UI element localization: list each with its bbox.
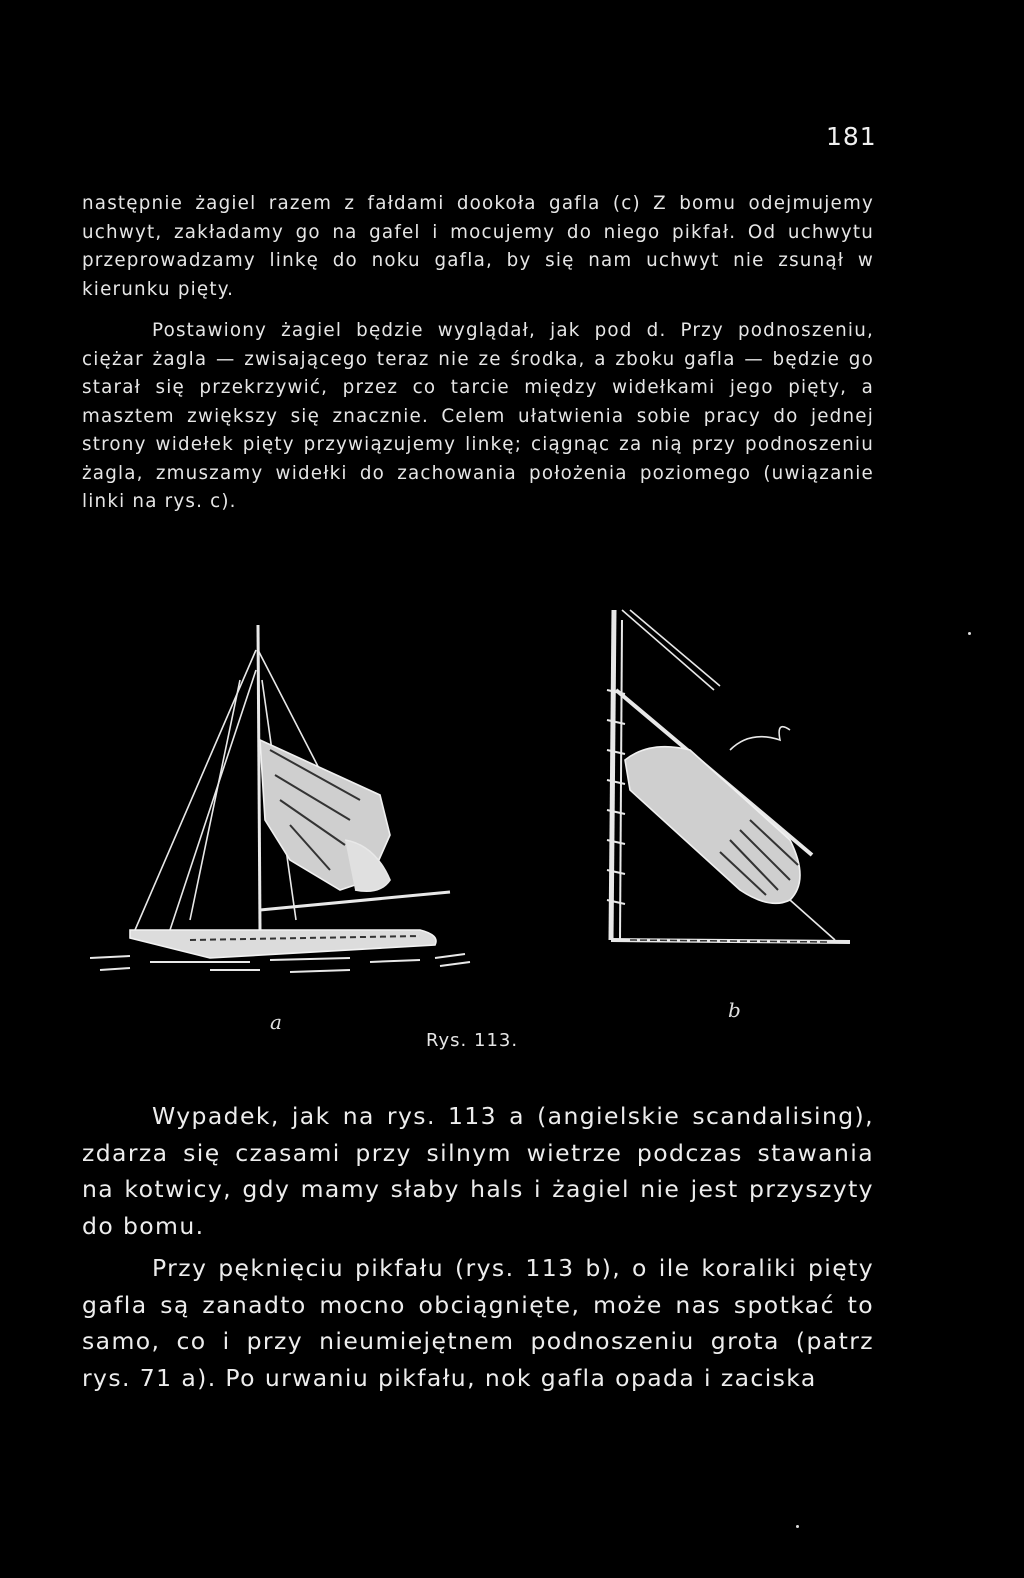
figure-drawings [90, 590, 880, 1060]
mast-drawing-b [607, 610, 850, 942]
paragraph-4: Przy pęknięciu pikfału (rys. 113 b), o ile koraliki pięty gafla są zanadto mocno obciągnięte, może nas spotkać to samo, co i przy nieumiejętnem podnoszeniu grota (patrz rys. 71 a). Po urwaniu pikfału, nok gafla opada i zaciska [82, 1254, 874, 1392]
paragraph-3: Wypadek, jak na rys. 113 a (angielskie scandalising), zdarza się czasami przy silnym wietrze podczas stawania na kotwicy, gdy mamy słaby hals i żagiel nie jest przyszyty do bomu. [82, 1102, 874, 1240]
paper-speck [968, 632, 971, 635]
figure-caption: Rys. 113. [426, 1030, 519, 1051]
page-number: 181 [826, 122, 877, 151]
paragraph-1: następnie żagiel razem z fałdami dookoła gafla (c) Z bomu odejmujemy uchwyt, zakładamy go na gafel i mocujemy do niego pikfał. Od uchwytu przeprowadzamy linkę do noku gafla, by się nam uchwyt nie zsunął w kierunku pięty. [82, 193, 874, 300]
figure-label-b: b [728, 998, 741, 1022]
sailboat-drawing-a [90, 625, 470, 972]
figure-113 [90, 590, 880, 1060]
paper-speck [796, 1525, 799, 1528]
figure-label-a: a [270, 1010, 282, 1034]
paragraph-2: Postawiony żagiel będzie wyglądał, jak pod d. Przy podnoszeniu, ciężar żagla — zwisającego teraz nie ze środka, a zboku gafla — będzie go starał się przekrzywić, przez co tarcie między widełkami jego pięty, a masztem zwiększy się znacznie. Celem ułatwienia sobie pracy do jednej strony widełek pięty przywiązujemy linkę; ciągnąc za nią przy podnoszeniu żagla, zmuszamy widełki do zachowania położenia poziomego (uwiązanie linki na rys. c). [82, 320, 874, 512]
